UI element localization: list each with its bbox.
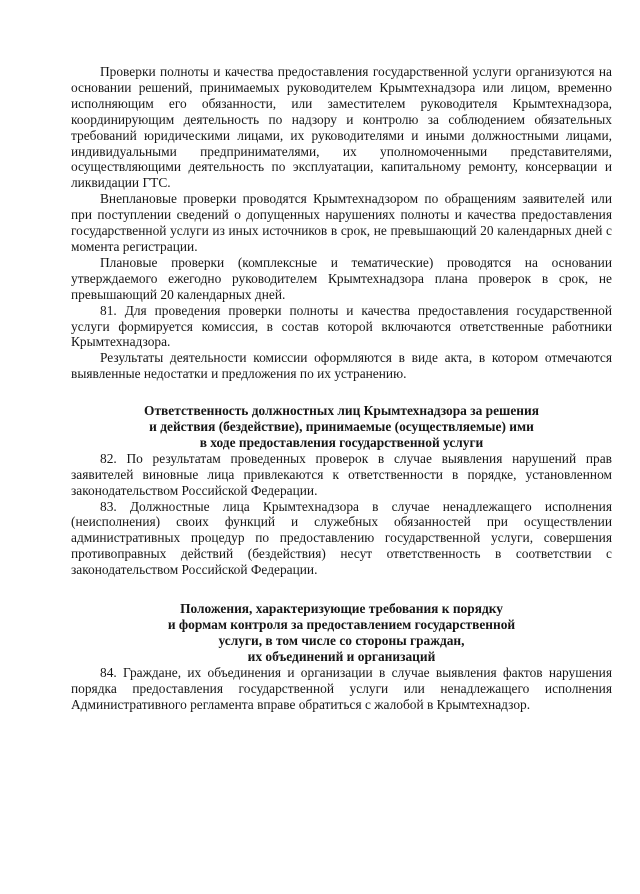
spacer (71, 382, 612, 403)
heading-line: Ответственность должностных лиц Крымтехнадзора за решения (144, 403, 539, 419)
heading-line: в ходе предоставления государственной услуги (199, 434, 484, 450)
paragraph-inspections-organization: Проверки полноты и качества предоставления государственной услуги организуются на основании решений, принимаемых руководителем Крымтехнадзора или лицом, временно исполняющим его обязанности, или заместителем руководителя Крымтехнадзора, координирующим деятельность по надзору и контролю за соблюдением обязательных требований юридическими лицами, их руководителями и иными должностными лицами, индивидуальными предпринимателями, их уполномоченными представителями, осуществляющими деятельность по эксплуатации, капитальному ремонту, консервации и ликвидации ГТС. (71, 64, 612, 191)
paragraph-84-complaints: 84. Граждане, их объединения и организации в случае выявления фактов нарушения порядка предоставления государственной услуги или ненадлежащего исполнения Административного регламента вправе обратиться с жалобой в Крымтехнадзор. (71, 664, 612, 712)
paragraph-commission-results: Результаты деятельности комиссии оформляются в виде акта, в котором отмечаются выявленные недостатки и предложения по их устранению. (71, 350, 612, 382)
paragraph-unscheduled-inspections: Внеплановые проверки проводятся Крымтехнадзором по обращениям заявителей или при поступлении сведений о допущенных нарушениях полноты и качества предоставления государственной услуги из иных источников в срок, не превышающий 20 календарных дней с момента регистрации. (71, 191, 612, 254)
section-heading-responsibility (71, 403, 612, 451)
heading-line: Положения, характеризующие требования к порядку (180, 601, 503, 617)
paragraph-scheduled-inspections: Плановые проверки (комплексные и тематические) проводятся на основании утверждаемого ежегодно руководителем Крымтехнадзора плана проверок в срок, не превышающий 20 календарных дней. (71, 254, 612, 302)
paragraph-83-officials-liability: 83. Должностные лица Крымтехнадзора в случае ненадлежащего исполнения (неисполнения) своих функций и служебных обязанностей при осуществлении административных процедур по предоставлению государственной услуги, совершения противоправных действий (бездействия) несут ответственность в соответствии с законодательством Российской Федерации. (71, 498, 612, 578)
paragraph-81-commission: 81. Для проведения проверки полноты и качества предоставления государственной услуги формируется комиссия, в состав которой включаются ответственные работники Крымтехнадзора. (71, 302, 612, 350)
section-heading-control-requirements (71, 601, 612, 665)
heading-line: и формам контроля за предоставлением государственной (167, 617, 516, 632)
heading-line: услуги, в том числе со стороны граждан, (218, 632, 465, 648)
paragraph-82-violations: 82. По результатам проведенных проверок в случае выявления нарушений прав заявителей виновные лица привлекаются к ответственности в порядке, установленном законодательством Российской Федерации. (71, 450, 612, 498)
spacer (71, 578, 612, 601)
heading-line: и действия (бездействие), принимаемые (осуществляемые) ими (149, 419, 534, 435)
heading-line: их объединений и организаций (247, 648, 436, 664)
